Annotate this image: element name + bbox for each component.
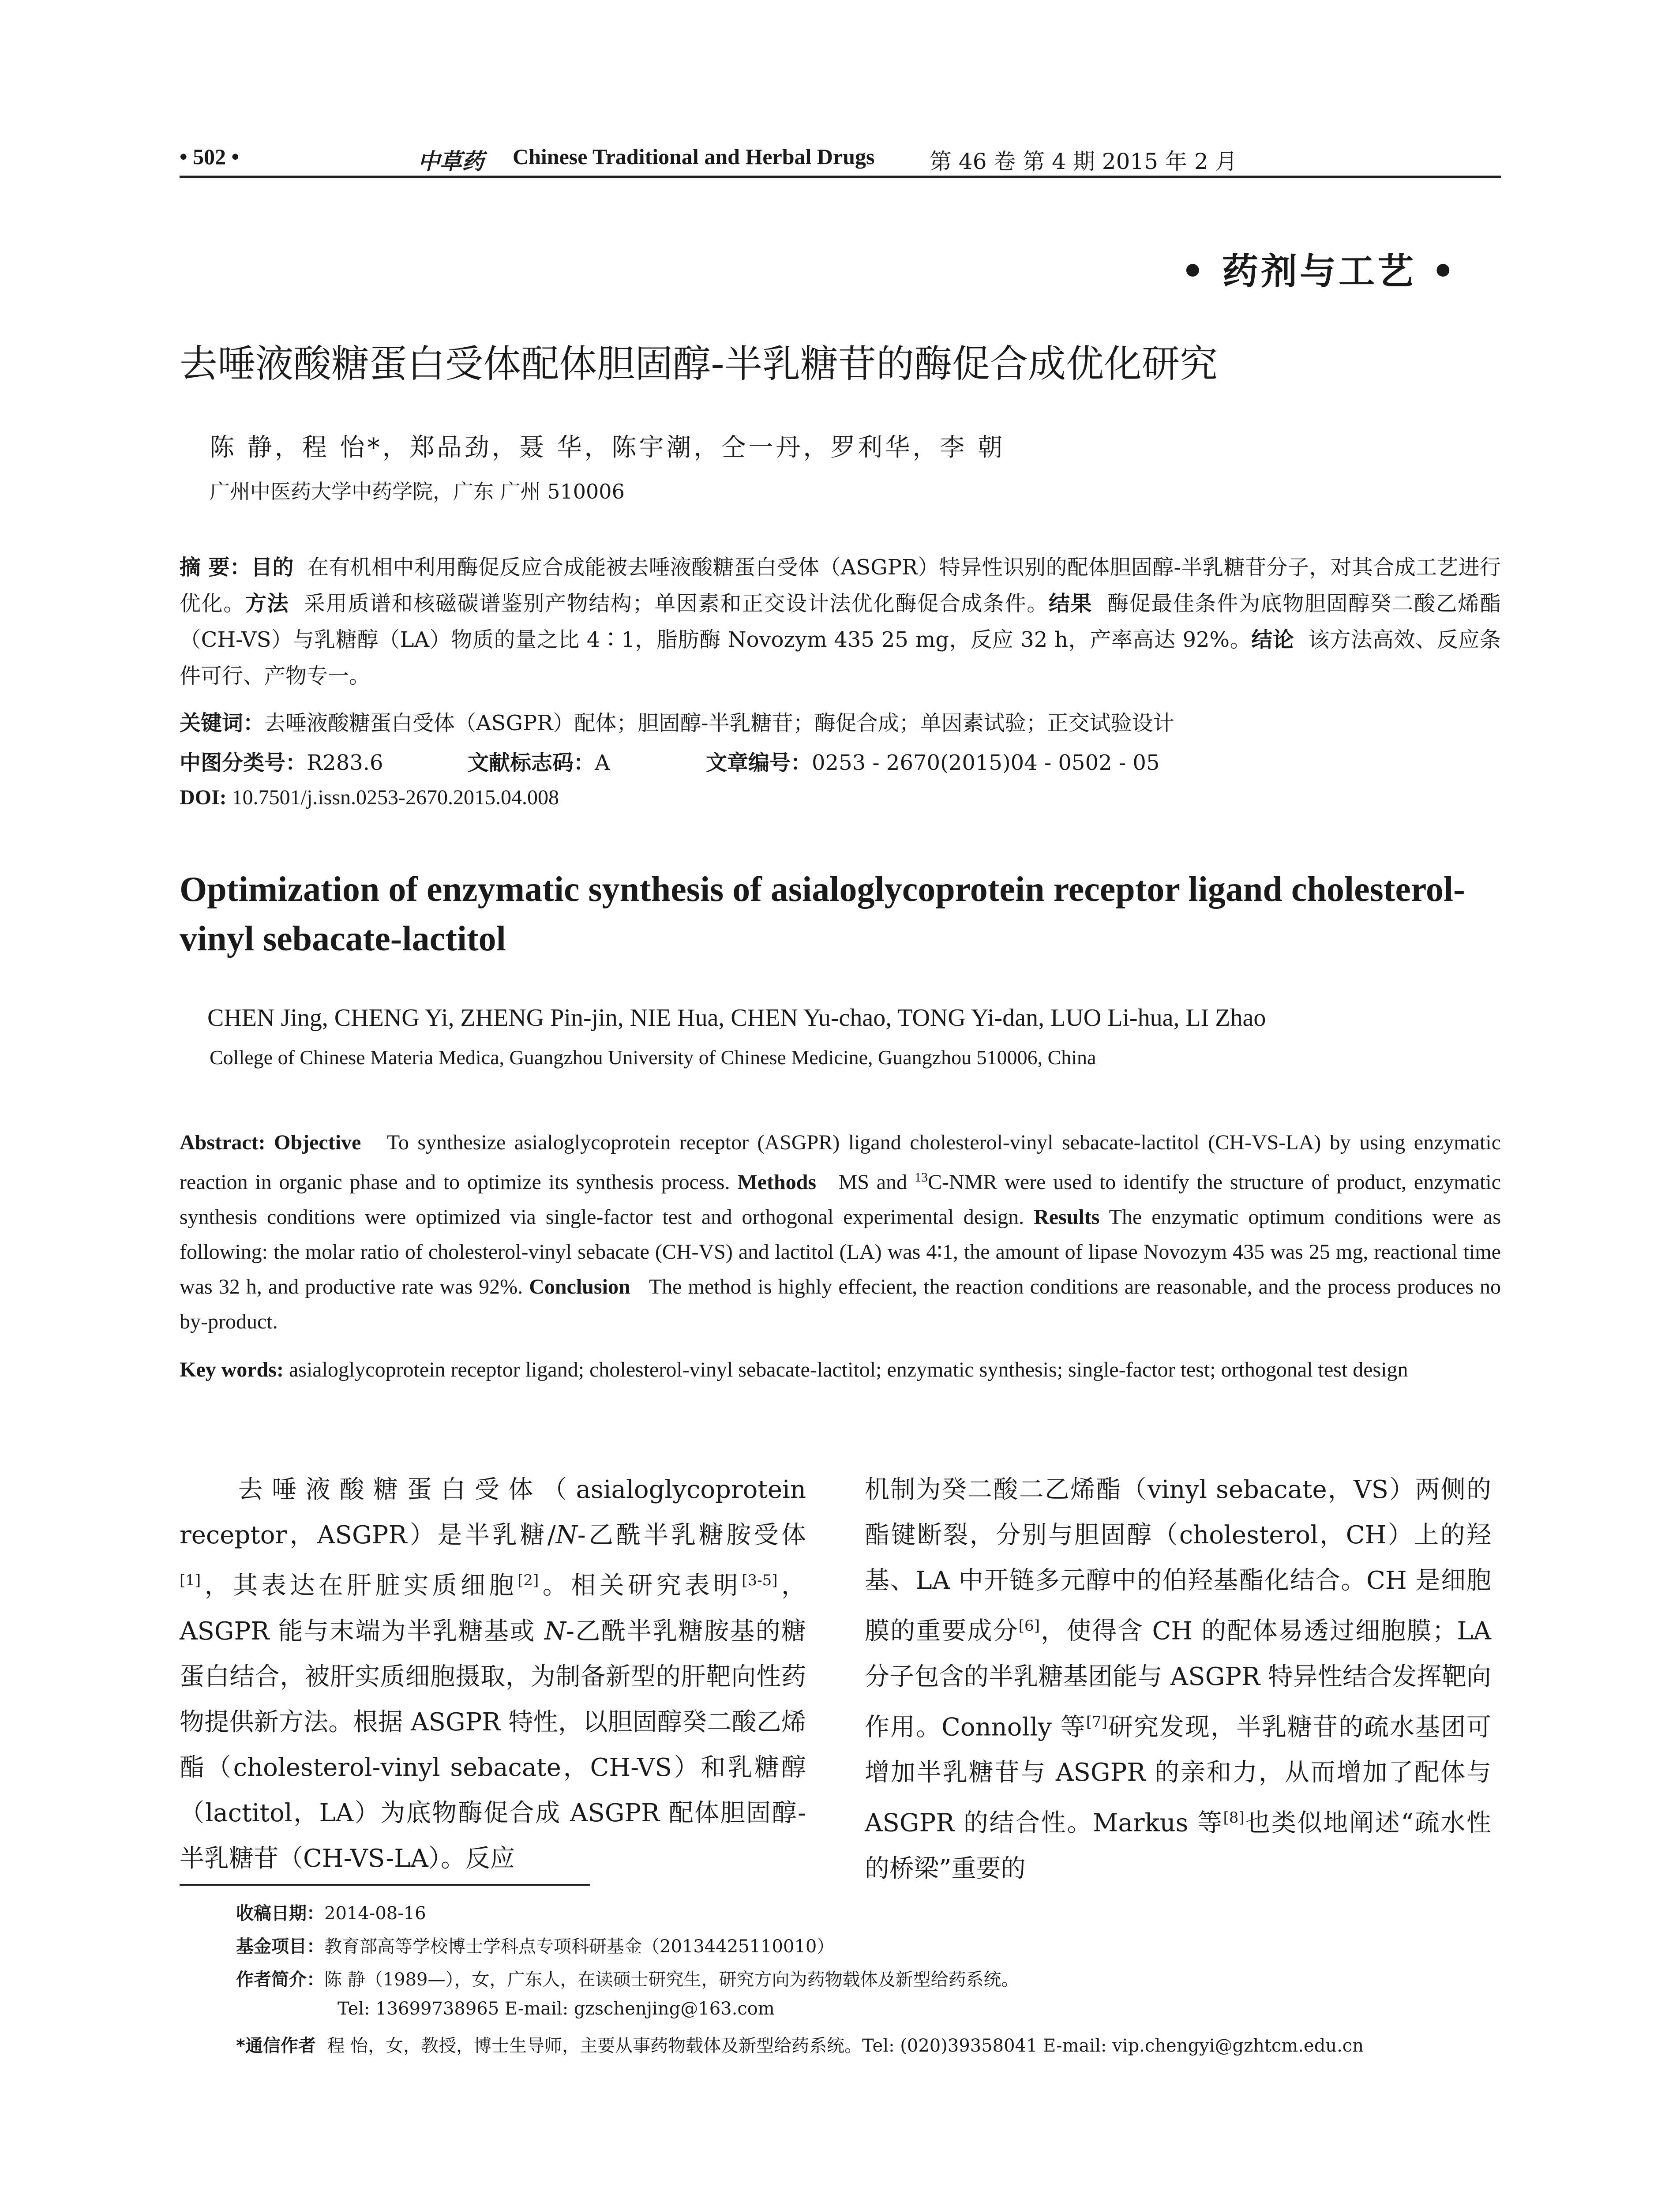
- footnote-author-contact: Tel: 13699738965 E-mail: gzschenjing@163.com: [338, 1999, 775, 2019]
- keywords-cn-label: 关键词：: [180, 711, 265, 735]
- citation-2: [2]: [518, 1572, 539, 1589]
- classification-line: [180, 746, 383, 776]
- received-label: 收稿日期：: [236, 1903, 324, 1924]
- fund-text: 教育部高等学校博士学科点专项科研基金（20134425110010）: [324, 1936, 835, 1957]
- corresp-text: 程 怡，女，教授，博士生导师，主要从事药物载体及新型给药系统。Tel: (020)39358041 E-mail: vip.chengyi@gzhtcm.edu.cn: [327, 2036, 1364, 2056]
- citation-1: [1]: [180, 1572, 201, 1589]
- citation-3-5: [3-5]: [742, 1572, 778, 1589]
- body-left-p6: -乙酰半乳糖胺基的糖蛋白结合，被肝实质细胞摄取，为制备新型的肝靶向性药物提供新方法。根据 ASGPR 特性，以胆固醇癸二酸乙烯酯（cholesterol-vinyl sebacate，CH-VS）和乳糖醇（lactitol，LA）为底物酶促合成 ASGPR 配体胆固醇-半乳糖苷（CH-VS-LA）。反应: [180, 1617, 806, 1873]
- running-header: [180, 140, 1501, 178]
- keywords-en-label: Key words:: [180, 1358, 284, 1381]
- footnote-fund: [236, 1932, 834, 1958]
- keywords-cn-text: 去唾液酸糖蛋白受体（ASGPR）配体；胆固醇-半乳糖苷；酶促合成；单因素试验；正交试验设计: [264, 711, 1174, 735]
- body-right-p2: ，使得含 CH 的配体易透过细胞膜；LA 分子包含的半乳糖基团能与 ASGPR 特异性结合发挥靶向作用。Connolly 等: [865, 1617, 1491, 1742]
- authors-en: CHEN Jing, CHENG Yi, ZHENG Pin-jin, NIE Hua, CHEN Yu-chao, TONG Yi-dan, LUO Li-hua, LI Zhao: [207, 1004, 1266, 1032]
- objective-en: To synthesize asialoglycoprotein receptor (ASGPR) ligand cholesterol-vinyl sebacate-lactitol (CH-VS-LA) by using enzymatic reaction in organic phase and to optimize its synthesis process.: [180, 1131, 1501, 1194]
- article-no-value: 0253 - 2670(2015)04 - 0502 - 05: [812, 750, 1160, 775]
- body-right-p3: 研究发现，半乳糖苷的疏水基团可增加半乳糖苷与 ASGPR 的亲和力，从而增加了配体与 ASGPR 的结合性。Markus 等: [865, 1713, 1492, 1838]
- footnote-received: [236, 1899, 426, 1925]
- abstract-en-label: Abstract:: [180, 1131, 266, 1154]
- body-left-p5: ，ASGPR 能与末端为半乳糖基或: [180, 1571, 806, 1646]
- body-left-p3: ，其表达在肝脏实质细胞: [201, 1571, 518, 1600]
- methods-en-sup: 13: [914, 1170, 928, 1185]
- title-cn: 去唾液酸糖蛋白受体配体胆固醇-半乳糖苷的酶促合成优化研究: [180, 342, 1218, 386]
- issue-info: 第 46 卷 第 4 期 2015 年 2 月: [930, 149, 1238, 174]
- doc-code: [468, 746, 610, 776]
- doi-label: DOI:: [180, 786, 227, 809]
- body-left-italic-n2: N: [544, 1617, 566, 1646]
- journal-name-en: Chinese Traditional and Herbal Drugs: [513, 144, 875, 169]
- body-left-p2: -乙酰半乳糖胺受体: [577, 1521, 806, 1549]
- title-en: Optimization of enzymatic synthesis of asialoglycoprotein receptor ligand cholesterol-vinyl sebacate-lactitol: [180, 870, 1465, 958]
- body-right-p1: 机制为癸二酸二乙烯酯（vinyl sebacate，VS）两侧的酯键断裂，分别与胆固醇（cholesterol，CH）上的羟基、LA 中开链多元醇中的伯羟基酯化结合。CH 是细胞膜的重要成分: [865, 1475, 1491, 1646]
- fund-label: 基金项目：: [236, 1936, 324, 1957]
- conclusion-cn-label: 结论: [1251, 627, 1294, 652]
- doi-line: [180, 785, 559, 810]
- body-column-left: [180, 1467, 806, 1881]
- conclusion-cn: 该方法高效、反应条件可行、产物专一。: [180, 627, 1501, 688]
- affiliation-cn: 广州中医药大学中药学院，广东 广州 510006: [210, 480, 625, 503]
- objective-cn-label: 目的: [251, 555, 294, 580]
- affiliation-en: College of Chinese Materia Medica, Guangzhou University of Chinese Medicine, Guangzhou 510006, China: [210, 1046, 1096, 1069]
- section-tag: • 药剂与工艺 •: [1181, 251, 1457, 293]
- results-en-label: Results: [1034, 1205, 1100, 1229]
- results-en: The enzymatic optimum conditions were as following: the molar ratio of cholesterol-vinyl sebacate (CH-VS) and lactitol (LA) was 4∶1, the amount of lipase Novozym 435 was 25 mg, reactional time was 32 h, and productive rate was 92%.: [180, 1205, 1501, 1298]
- conclusion-en: The method is highly effecient, the reaction conditions are reasonable, and the process produces no by-product.: [180, 1275, 1501, 1333]
- objective-en-label: Objective: [274, 1131, 361, 1154]
- body-left-p4: 。相关研究表明: [539, 1571, 742, 1600]
- keywords-cn: [180, 706, 1174, 736]
- doc-code-label: 文献标志码：: [468, 750, 595, 775]
- keywords-en: [180, 1352, 1501, 1387]
- abstract-cn: [180, 549, 1501, 694]
- page-number: • 502 •: [180, 144, 240, 169]
- citation-7: [7]: [1086, 1713, 1107, 1731]
- conclusion-en-label: Conclusion: [529, 1275, 630, 1298]
- methods-cn-label: 方法: [245, 591, 289, 616]
- results-cn-label: 结果: [1048, 591, 1093, 616]
- received-date: 2014-08-16: [324, 1903, 426, 1924]
- doi-value: 10.7501/j.issn.0253-2670.2015.04.008: [232, 786, 559, 809]
- methods-en-label: Methods: [737, 1171, 817, 1194]
- methods-en-b: C-NMR were used to identify the structure of product, enzymatic synthesis conditions were optimized via single-factor test and orthogonal experimental design.: [180, 1171, 1501, 1229]
- citation-8: [8]: [1223, 1809, 1245, 1827]
- footnote-rule: [180, 1884, 590, 1886]
- author-label: 作者简介：: [236, 1970, 324, 1990]
- body-right-p4: 也类似地阐述“疏水性的桥梁”重要的: [865, 1808, 1491, 1883]
- corresp-label: *通信作者: [236, 2036, 316, 2056]
- article-no-label: 文章编号：: [706, 750, 812, 775]
- abstract-en: [180, 1125, 1501, 1339]
- body-column-right: [865, 1467, 1491, 1891]
- methods-en-a: MS and: [838, 1171, 915, 1194]
- journal-name-cn: 中草药: [418, 148, 484, 174]
- doc-code-value: A: [595, 750, 610, 775]
- results-cn: 酶促最佳条件为底物胆固醇癸二酸乙烯酯（CH-VS）与乳糖醇（LA）物质的量之比 4∶1，脂肪酶 Novozym 435 25 mg，反应 32 h，产率高达 92%。: [180, 591, 1501, 652]
- abstract-cn-label: 摘 要：: [180, 555, 251, 580]
- author-text: 陈 静（1989—），女，广东人，在读硕士研究生，研究方向为药物载体及新型给药系统。: [324, 1970, 1019, 1990]
- body-left-italic-n1: N: [555, 1521, 578, 1549]
- authors-cn: 陈 静，程 怡*，郑品劲，聂 华，陈宇潮，仝一丹，罗利华，李 朝: [210, 433, 1005, 462]
- keywords-en-text: asialoglycoprotein receptor ligand; cholesterol-vinyl sebacate-lactitol; enzymatic synthesis; single-factor test; orthogonal test design: [289, 1358, 1408, 1381]
- clc-value: R283.6: [307, 750, 383, 775]
- objective-cn: 在有机相中利用酶促反应合成能被去唾液酸糖蛋白受体（ASGPR）特异性识别的配体胆固醇-半乳糖苷分子，对其合成工艺进行优化。: [180, 555, 1501, 616]
- methods-cn: 采用质谱和核磁碳谱鉴别产物结构；单因素和正交设计法优化酶促合成条件。: [304, 591, 1049, 616]
- citation-6: [6]: [1018, 1617, 1040, 1635]
- footnote-correspondence: [236, 2032, 1364, 2057]
- footnote-author: [236, 1966, 1019, 1991]
- clc-label: 中图分类号：: [180, 750, 307, 775]
- article-number: [706, 746, 1159, 776]
- body-left-p1: 去唾液酸糖蛋白受体（asialoglycoprotein receptor，ASGPR）是半乳糖/: [180, 1475, 806, 1549]
